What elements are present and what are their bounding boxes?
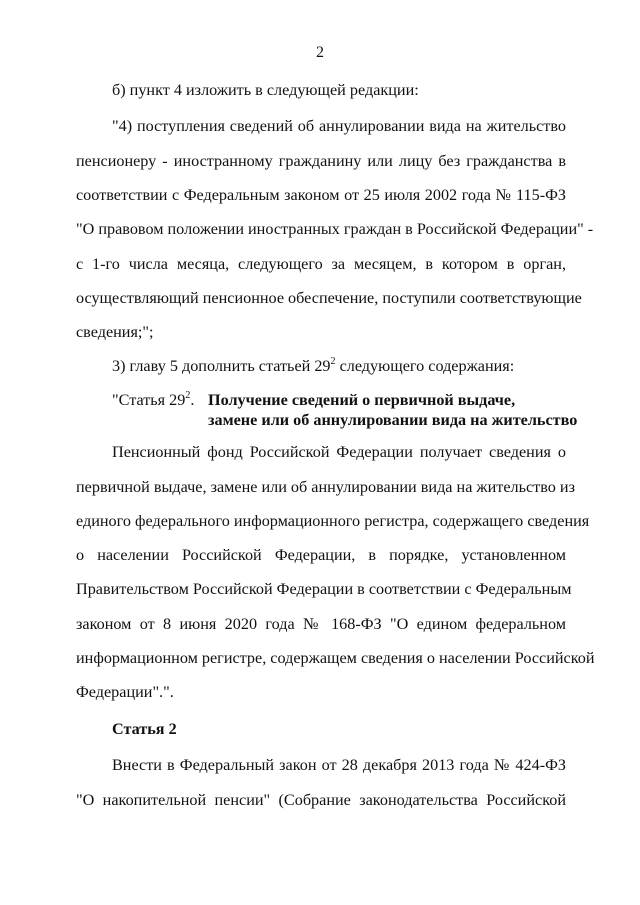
article-29-2-label <box>112 390 194 410</box>
para-art2-line-1: Внести в Федеральный закон от 28 декабря 2013 года № 424-ФЗ <box>112 756 566 774</box>
item-3-superscript: 2 <box>330 356 336 367</box>
article-29-2-label-superscript: 2 <box>185 390 191 401</box>
para4-line-1: "4) поступления сведений об аннулировании вида на жительство <box>112 117 566 135</box>
para-pf-line-4: о населении Российской Федерации, в порядке, установленном <box>76 546 566 564</box>
para4-line-3: соответствии с Федеральным законом от 25 июля 2002 года № 115-ФЗ <box>76 186 566 204</box>
para-pf-line-2: первичной выдаче, замене или об аннулировании вида на жительство из <box>76 478 575 496</box>
para4-line-6: осуществляющий пенсионное обеспечение, поступили соответствующие <box>76 289 582 307</box>
para-pf-line-6: законом от 8 июня 2020 года № 168-ФЗ "О едином федеральном <box>76 615 566 633</box>
para4-line-5: с 1-го числа месяца, следующего за месяцем, в котором в орган, <box>76 255 566 273</box>
para-pf-line-7: информационном регистре, содержащем сведения о населении Российской <box>76 649 595 667</box>
article-29-2-label-start: "Статья 29 <box>112 391 186 409</box>
para4-line-2: пенсионеру - иностранному гражданину или лицу без гражданства в <box>76 152 566 170</box>
para4-line-7: сведения;"; <box>76 323 154 341</box>
item-3-text-start: 3) главу 5 дополнить статьей 29 <box>112 357 331 375</box>
article-2-heading: Статья 2 <box>112 720 177 738</box>
para-pf-line-3: единого федерального информационного регистра, содержащего сведения <box>76 512 590 530</box>
para-art2-line-2: "О накопительной пенсии" (Собрание законодательства Российской <box>76 791 566 809</box>
article-29-2-title-line-2: замене или об аннулировании вида на жительство <box>208 411 578 429</box>
article-29-2-title-line-1: Получение сведений о первичной выдаче, <box>208 391 516 409</box>
para-pf-line-1: Пенсионный фонд Российской Федерации получает сведения о <box>112 443 566 461</box>
para-pf-line-8: Федерации".". <box>76 683 174 701</box>
para4-line-4: "О правовом положении иностранных граждан в Российской Федерации" - <box>76 220 594 238</box>
item-3-text <box>112 356 566 376</box>
item-b-text: б) пункт 4 изложить в следующей редакции: <box>112 81 419 99</box>
article-29-2-label-end: . <box>190 391 195 409</box>
item-3-text-end: следующего содержания: <box>335 357 515 375</box>
para-pf-line-5: Правительством Российской Федерации в соответствии с Федеральным <box>76 580 572 598</box>
article-29-2-title <box>208 390 577 430</box>
page-number: 2 <box>316 44 324 61</box>
